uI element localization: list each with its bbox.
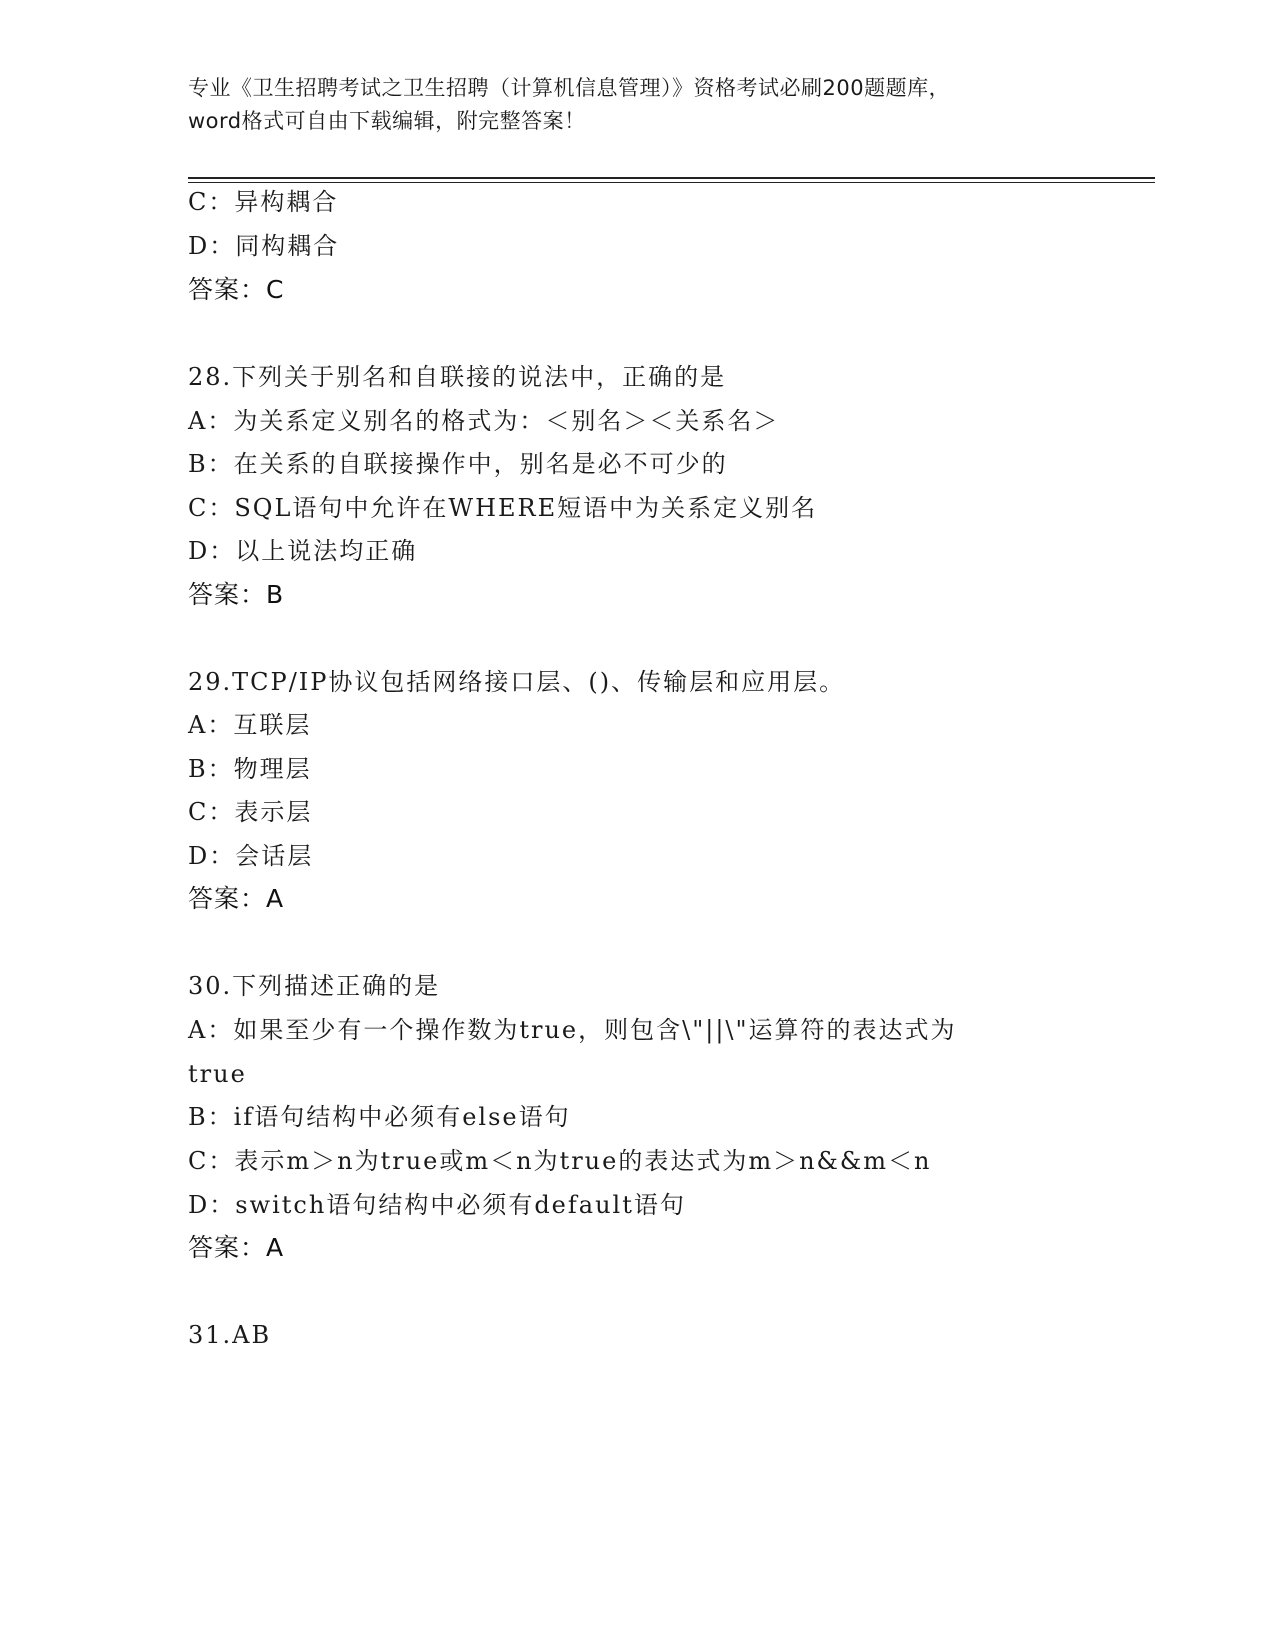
q30-question: 30.下列描述正确的是 xyxy=(188,972,441,1000)
q29-option-c: C：表示层 xyxy=(188,798,313,826)
q28-option-a: A：为关系定义别名的格式为：＜别名＞＜关系名＞ xyxy=(188,407,780,435)
q29-option-d: D：会话层 xyxy=(188,842,314,870)
q30-option-c: C：表示m＞n为true或m＜n为true的表达式为m＞n&&m＜n xyxy=(188,1147,932,1175)
document-header xyxy=(188,72,1088,138)
prev-answer: 答案：C xyxy=(188,275,285,304)
q29-option-b: B：物理层 xyxy=(188,755,312,783)
header-title-line-1: 专业《卫生招聘考试之卫生招聘（计算机信息管理）》资格考试必刷200题题库， xyxy=(188,76,951,100)
q30-option-a-line-2: true xyxy=(188,1060,247,1088)
q30-option-b: B：if语句结构中必须有else语句 xyxy=(188,1103,571,1131)
q29-option-a: A：互联层 xyxy=(188,711,312,739)
header-divider-thick xyxy=(188,177,1155,179)
q29-question: 29.TCP/IP协议包括网络接口层、()、传输层和应用层。 xyxy=(188,668,846,696)
q28-option-c: C：SQL语句中允许在WHERE短语中为关系定义别名 xyxy=(188,494,818,522)
q28-option-b: B：在关系的自联接操作中，别名是必不可少的 xyxy=(188,450,728,478)
q30-answer: 答案：A xyxy=(188,1233,285,1262)
header-title-line-2: word格式可自由下载编辑，附完整答案！ xyxy=(188,109,586,133)
q30-option-d: D：switch语句结构中必须有default语句 xyxy=(188,1191,686,1219)
q29-answer: 答案：A xyxy=(188,884,285,913)
header-divider-thin xyxy=(188,182,1155,183)
q28-answer: 答案：B xyxy=(188,580,285,609)
prev-option-d: D：同构耦合 xyxy=(188,232,340,260)
q28-option-d: D：以上说法均正确 xyxy=(188,537,418,565)
q30-option-a-line-1: A：如果至少有一个操作数为true，则包含\"||\"运算符的表达式为 xyxy=(188,1016,957,1044)
q28-question: 28.下列关于别名和自联接的说法中，正确的是 xyxy=(188,363,727,391)
q31-question: 31.AB xyxy=(188,1321,272,1349)
prev-option-c: C：异构耦合 xyxy=(188,188,339,216)
